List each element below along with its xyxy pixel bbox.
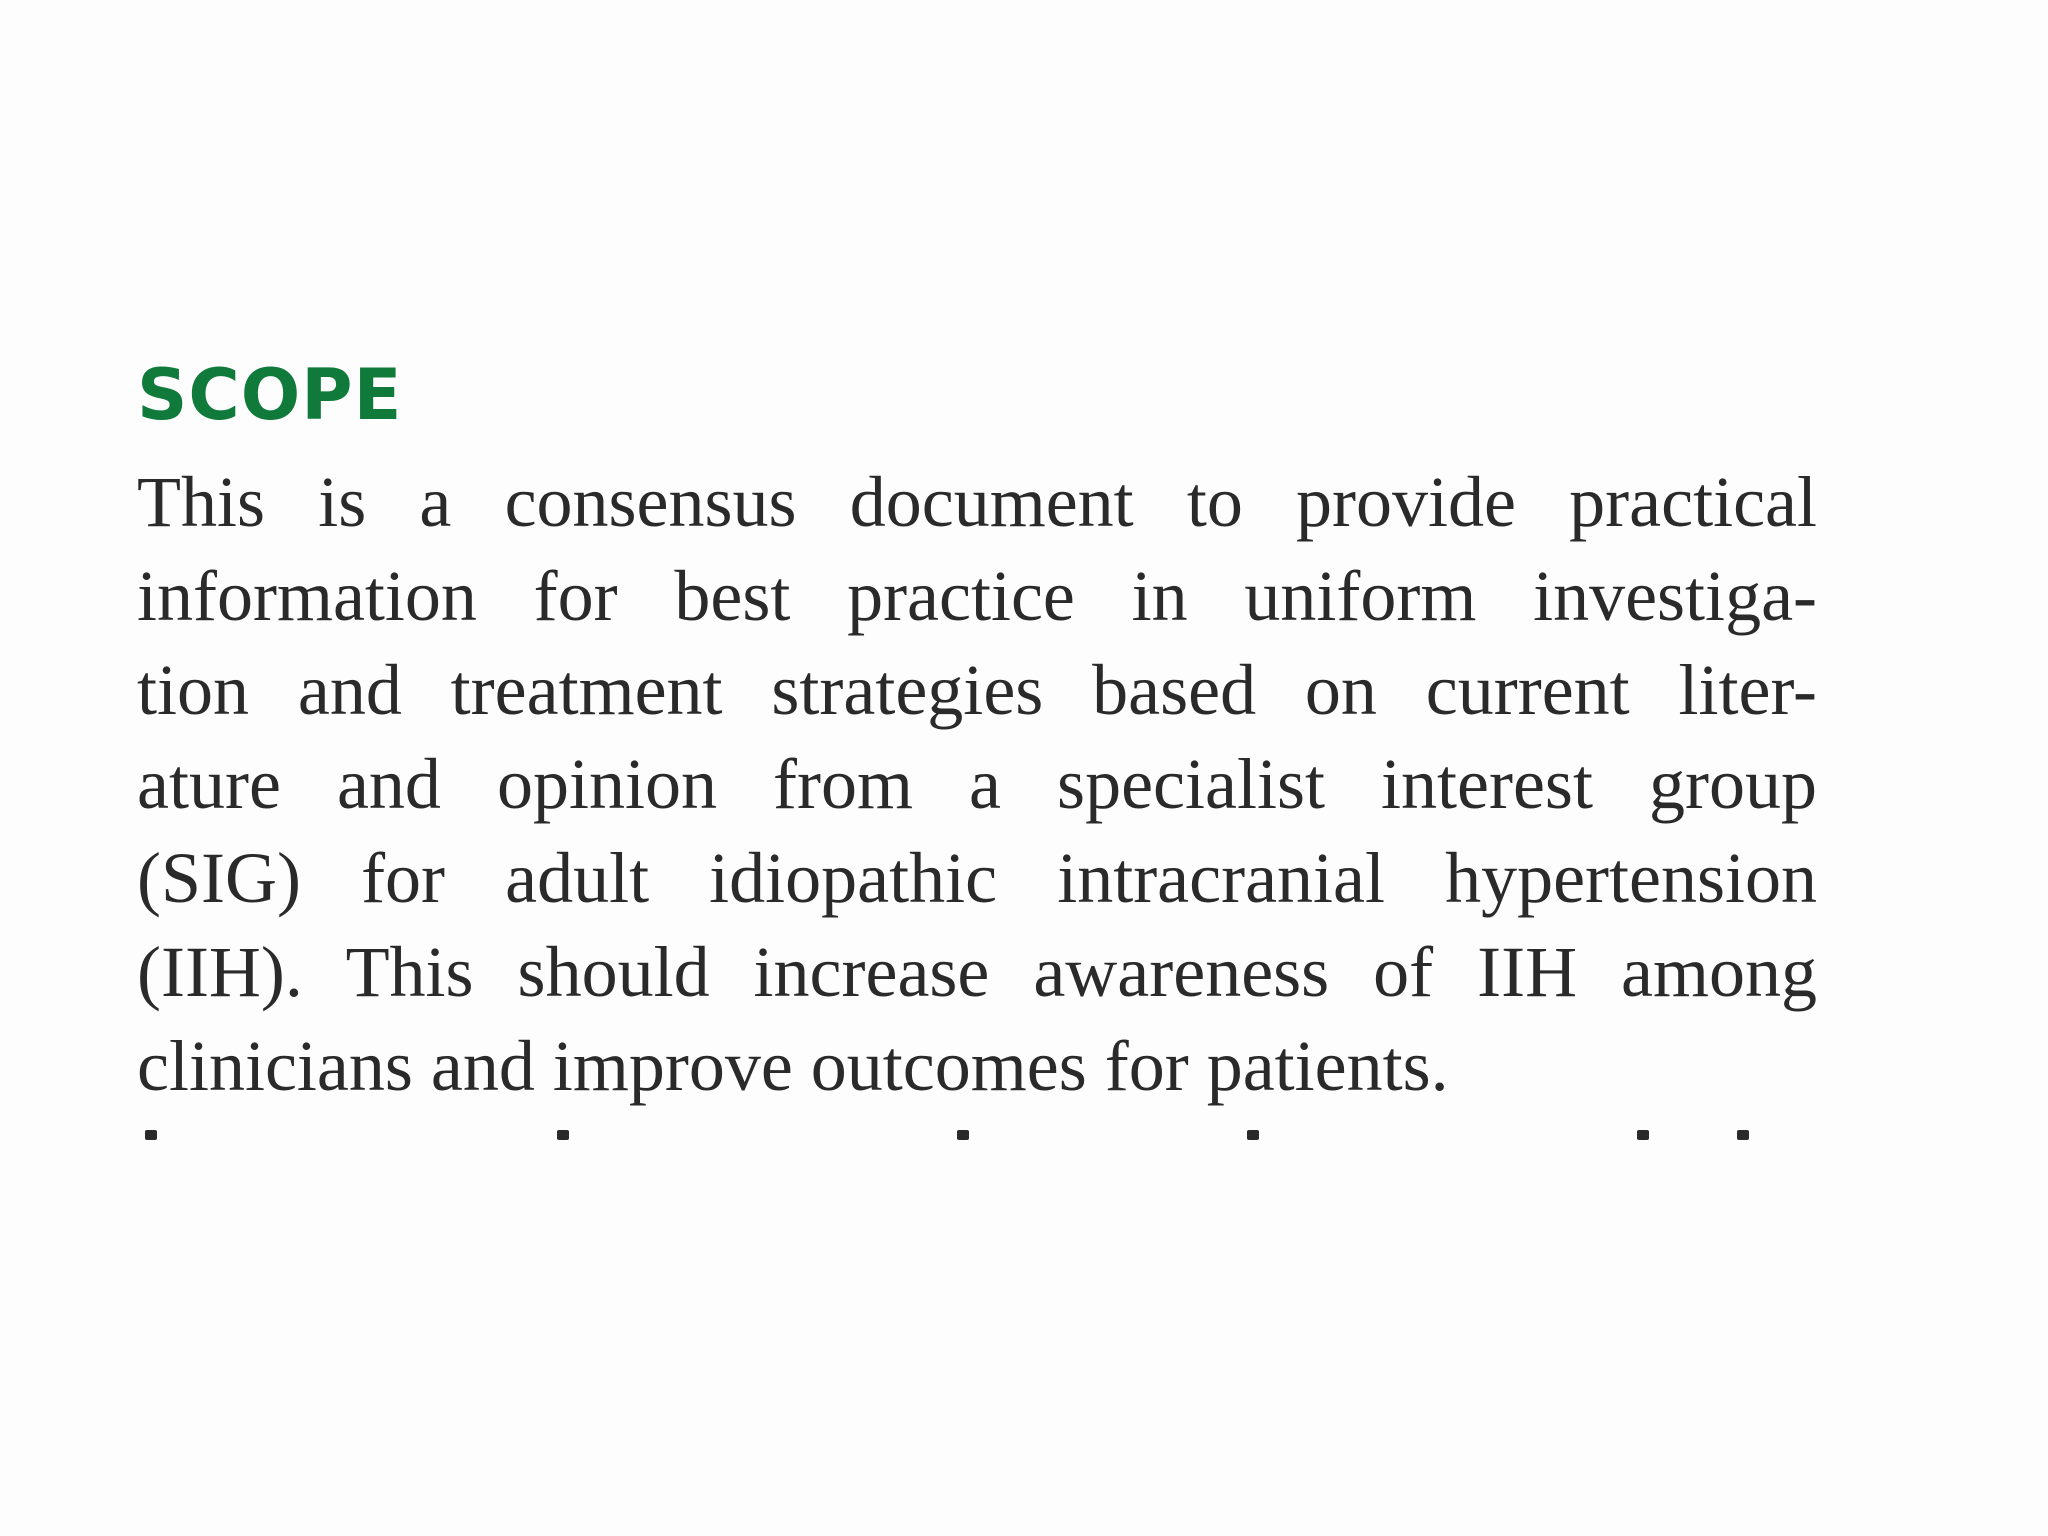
body-line: This is a consensus document to provide practical — [137, 462, 1817, 542]
body-line: tion and treatment strategies based on current liter- — [137, 650, 1817, 730]
section-heading: SCOPE — [137, 354, 403, 436]
body-line: (SIG) for adult idiopathic intracranial hypertension — [137, 838, 1817, 918]
body-line: ature and opinion from a specialist interest group — [137, 744, 1817, 824]
body-line: (IIH). This should increase awareness of IIH among — [137, 932, 1817, 1012]
body-line: information for best practice in uniform investiga- — [137, 556, 1817, 636]
section-body — [137, 455, 1817, 1113]
body-line: clinicians and improve outcomes for patients. — [137, 1026, 1449, 1106]
clipped-next-line — [137, 1118, 1817, 1140]
